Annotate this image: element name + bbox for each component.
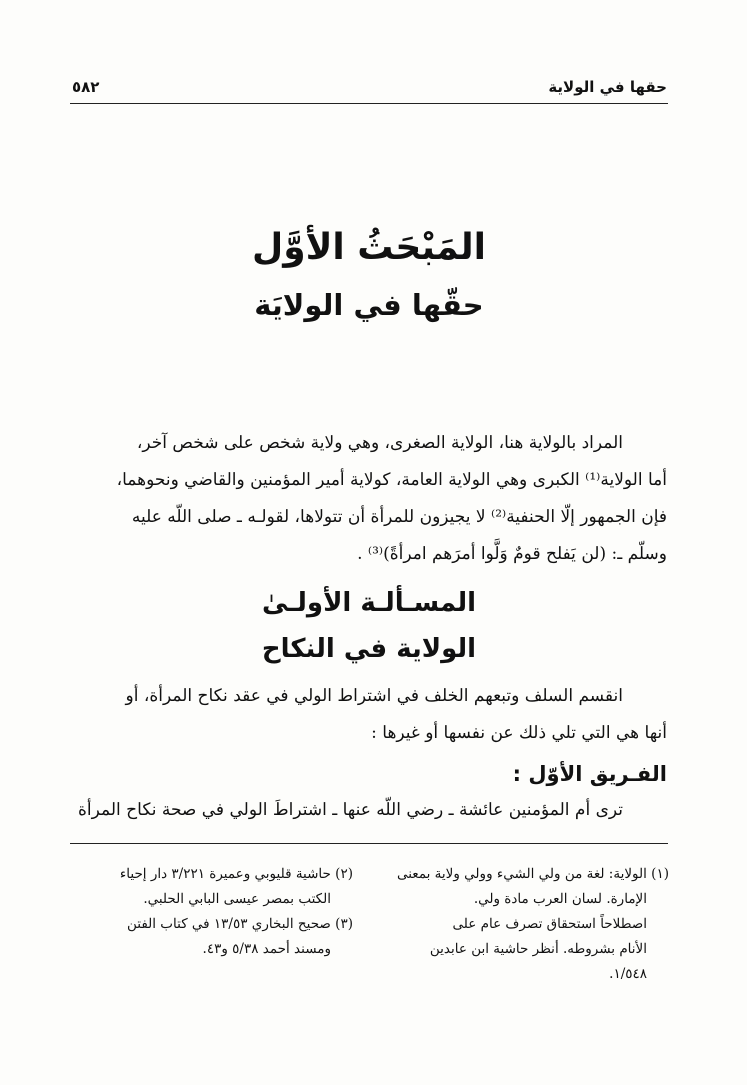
- footnote-line: ١/٥٤٨.: [609, 966, 647, 982]
- footnotes-right-column: [384, 862, 669, 987]
- paragraph-line: أما الولاية⁽¹⁾ الكبرى وهي الولاية العامة، كولاية أمير المؤمنين والقاضي ونحوهما،: [116, 470, 667, 490]
- footnotes-left-column: [68, 862, 353, 962]
- paragraph-line: فإن الجمهور إلّا الحنفية⁽²⁾ لا يجيزون للمرأة أن تتولاها، لقولـه ـ صلى اللّه عليه: [131, 507, 667, 527]
- paragraph-line: أنها هي التي تلي ذلك عن نفسها أو غيرها :: [371, 723, 667, 743]
- footnote-divider: [70, 843, 668, 844]
- page-number: ٥٨٢: [72, 78, 100, 96]
- group-heading: الفـريق الأوّل :: [512, 762, 667, 786]
- footnote-line: (١) الولاية: لغة من ولي الشيء وولي ولاية بمعنى: [396, 866, 669, 882]
- footnote-line: الكتب بمصر عيسى البابي الحلبي.: [143, 891, 331, 907]
- chapter-title: المَبْحَثُ الأوَّل: [251, 227, 487, 268]
- paragraph-line: ترى أم المؤمنين عائشة ـ رضي اللّه عنها ـ اشتراطَ الولي في صحة نكاح المرأة: [78, 800, 623, 820]
- running-header-title: حقها في الولاية: [548, 78, 667, 96]
- section-subtitle: الولاية في النكاح: [261, 634, 477, 664]
- intro-paragraph: [69, 425, 667, 573]
- paragraph-line: المراد بالولاية هنا، الولاية الصغرى، وهي ولاية شخص على شخص آخر،: [136, 433, 623, 453]
- footnote-line: الإمارة. لسان العرب مادة ولي.: [473, 891, 647, 907]
- footnote-line: ومسند أحمد ٥/٣٨ و٤٣.: [202, 941, 331, 957]
- header-divider: [70, 103, 668, 104]
- section-title: المسـألـة الأولـىٰ: [261, 588, 477, 618]
- footnote-line: (٣) صحيح البخاري ١٣/٥٣ في كتاب الفتن: [126, 916, 353, 932]
- section-paragraph: [69, 678, 667, 752]
- paragraph-line: انقسم السلف وتبعهم الخلف في اشتراط الولي في عقد نكاح المرأة، أو: [125, 686, 623, 706]
- footnote-line: (٢) حاشية قليوبي وعميرة ٣/٢٢١ دار إحياء: [119, 866, 353, 882]
- paragraph-line: وسلّم ـ: (لن يَفلح قومٌ وَلَّوا أمرَهم امرأةً)⁽³⁾ .: [357, 544, 667, 564]
- chapter-subtitle: حقّها في الولايَة: [254, 288, 484, 322]
- group-paragraph: [69, 792, 667, 829]
- footnote-line: اصطلاحاً استحقاق تصرف عام على: [452, 916, 647, 932]
- footnote-line: الأنام بشروطه. أنظر حاشية ابن عابدين: [429, 941, 647, 957]
